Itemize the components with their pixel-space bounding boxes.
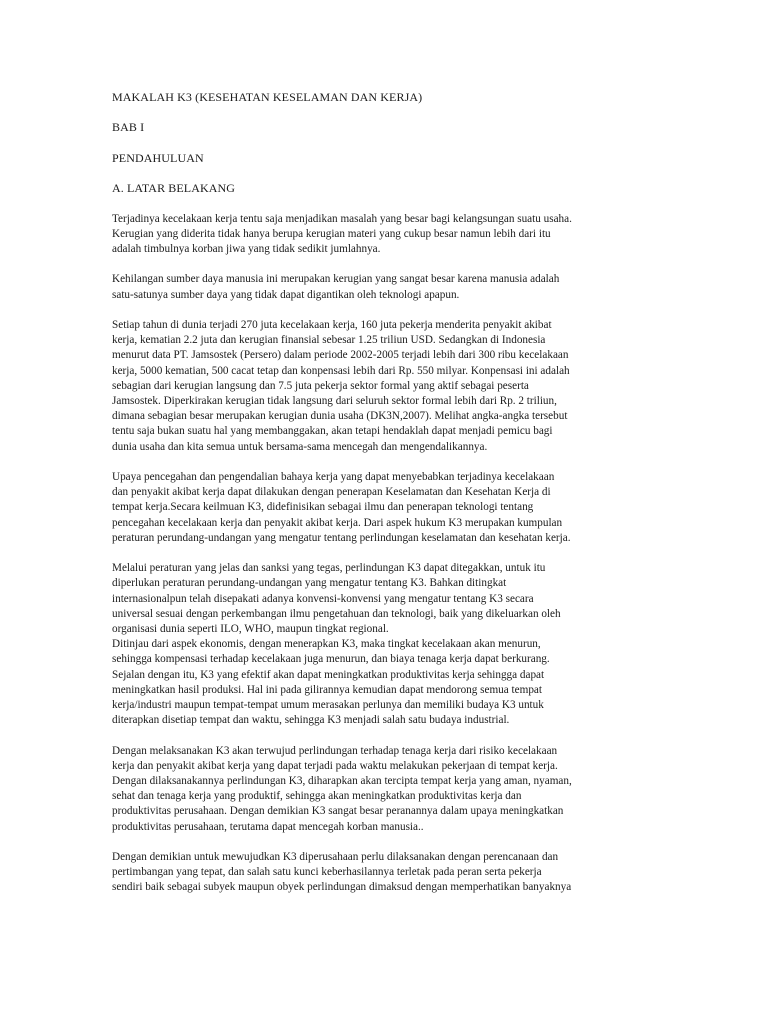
paragraph: [112, 561, 660, 637]
paragraphs-container: [112, 212, 660, 896]
section-heading: PENDAHULUAN: [112, 150, 204, 165]
text-line: satu-satunya sumber daya yang tidak dapat digantikan oleh teknologi apapun.: [112, 288, 460, 301]
chapter-heading: BAB I: [112, 120, 145, 135]
text-line: dunia usaha dan kita semua untuk bersama-sama mencegah dan mengendalikannya.: [112, 440, 488, 453]
text-line: produktivitas perusahaan, terutama dapat mencegah korban manusia..: [112, 820, 424, 833]
text-line: internasionalpun telah disepakati adanya konvensi-konvensi yang mengatur tentang K3 secara: [112, 592, 534, 605]
text-line: dan penyakit akibat kerja dapat dilakukan dengan penerapan Keselamatan dan Kesehatan Kerja di: [112, 486, 551, 499]
text-line: Kehilangan sumber daya manusia ini merupakan kerugian yang sangat besar karena manusia adalah: [112, 273, 560, 286]
text-line: diperlukan peraturan perundang-undangan yang mengatur tentang K3. Bahkan ditingkat: [112, 577, 507, 590]
text-line: adalah timbulnya korban jiwa yang tidak sedikit jumlahnya.: [112, 242, 381, 255]
text-line: kerja dan penyakit akibat kerja yang dapat terjadi pada waktu melakukan pekerjaan di tempat kerja.: [112, 759, 558, 772]
text-line: pertimbangan yang tepat, dan salah satu kunci keberhasilannya terletak pada peran serta pekerja: [112, 866, 542, 879]
text-line: organisasi dunia seperti ILO, WHO, maupun tingkat regional.: [112, 622, 389, 635]
text-line: produktivitas perusahaan. Dengan demikian K3 sangat besar peranannya dalam upaya meningkatkan: [112, 805, 564, 818]
text-line: Dengan melaksanakan K3 akan terwujud perlindungan terhadap tenaga kerja dari risiko kecelakaan: [112, 744, 558, 757]
subsection-heading: A. LATAR BELAKANG: [112, 181, 236, 196]
text-line: tempat kerja.Secara keilmuan K3, didefinisikan sebagai ilmu dan penerapan teknologi tentang: [112, 501, 534, 514]
text-line: meningkatkan hasil produksi. Hal ini pada gilirannya kemudian dapat mendorong semua tempat: [112, 683, 542, 696]
text-line: sendiri baik sebagai subyek maupun obyek perlindungan dimaksud dengan memperhatikan banyaknya: [112, 881, 572, 894]
text-line: Ditinjau dari aspek ekonomis, dengan menerapkan K3, maka tingkat kecelakaan akan menurun,: [112, 638, 541, 651]
text-line: Upaya pencegahan dan pengendalian bahaya kerja yang dapat menyebabkan terjadinya kecelakaan: [112, 470, 555, 483]
text-line: Kerugian yang diderita tidak hanya berupa kerugian materi yang cukup besar namun lebih dari itu: [112, 227, 551, 240]
paragraph: [112, 212, 660, 258]
text-line: tentu saja bukan suatu hal yang membanggakan, akan tetapi hendaklah dapat menjadi pemicu bagi: [112, 425, 553, 438]
paragraph: [112, 744, 660, 835]
text-line: Sejalan dengan itu, K3 yang efektif akan dapat meningkatkan produktivitas kerja sehingga dapat: [112, 668, 545, 681]
text-line: universal sesuai dengan perkembangan ilmu pengetahuan dan teknologi, baik yang dikeluarkan oleh: [112, 607, 561, 620]
text-line: diterapkan disetiap tempat dan waktu, sehingga K3 menjadi salah satu budaya industrial.: [112, 714, 510, 727]
paragraph: [112, 272, 660, 302]
paragraph: [112, 637, 660, 728]
text-line: dimana sebagian besar merupakan kerugian dunia usaha (DK3N,2007). Melihat angka-angka tersebut: [112, 410, 568, 423]
text-line: Setiap tahun di dunia terjadi 270 juta kecelakaan kerja, 160 juta pekerja menderita penyakit akibat: [112, 318, 552, 331]
paragraph: [112, 850, 660, 896]
document-body: [112, 90, 660, 911]
text-line: Dengan dilaksanakannya perlindungan K3, diharapkan akan tercipta tempat kerja yang aman, nyaman,: [112, 775, 572, 787]
text-line: Terjadinya kecelakaan kerja tentu saja menjadikan masalah yang besar bagi kelangsungan suatu usaha.: [112, 212, 572, 225]
text-line: sehat dan tenaga kerja yang produktif, sehingga akan meningkatkan produktivitas kerja dan: [112, 790, 522, 803]
text-line: Jamsostek. Diperkirakan kerugian tidak langsung dari seluruh sektor formal lebih dari Rp. 2 triliun,: [112, 394, 557, 407]
text-line: pencegahan kecelakaan kerja dan penyakit akibat kerja. Dari aspek hukum K3 merupakan kumpulan: [112, 516, 563, 529]
document-title: MAKALAH K3 (KESEHATAN KESELAMAN DAN KERJA): [112, 90, 423, 104]
text-line: kerja, kematian 2.2 juta dan kerugian finansial sebesar 1.25 triliun USD. Sedangkan di Indonesia: [112, 334, 546, 347]
paragraph: [112, 470, 660, 546]
text-line: kerja, 5000 kematian, 500 cacat tetap dan konpensasi lebih dari Rp. 550 milyar. Konpensasi ini adalah: [112, 364, 570, 377]
text-line: peraturan perundang-undangan yang mengatur tentang perlindungan keselamatan dan kesehatan kerja.: [112, 531, 571, 544]
text-line: menurut data PT. Jamsostek (Persero) dalam periode 2002-2005 terjadi lebih dari 300 ribu kecelakaan: [112, 349, 569, 362]
text-line: Dengan demikian untuk mewujudkan K3 diperusahaan perlu dilaksanakan dengan perencanaan dan: [112, 851, 559, 863]
text-line: sebagian dari kerugian langsung dan 7.5 juta pekerja sektor formal yang aktif sebagai peserta: [112, 379, 529, 392]
text-line: kerja/industri maupun tempat-tempat umum merasakan perlunya dan memiliki budaya K3 untuk: [112, 699, 544, 711]
text-line: Melalui peraturan yang jelas dan sanksi yang tegas, perlindungan K3 dapat ditegakkan, untuk itu: [112, 562, 546, 575]
text-line: sehingga kompensasi terhadap kecelakaan juga menurun, dan biaya tenaga kerja dapat berkurang.: [112, 653, 550, 666]
paragraph: [112, 318, 660, 455]
